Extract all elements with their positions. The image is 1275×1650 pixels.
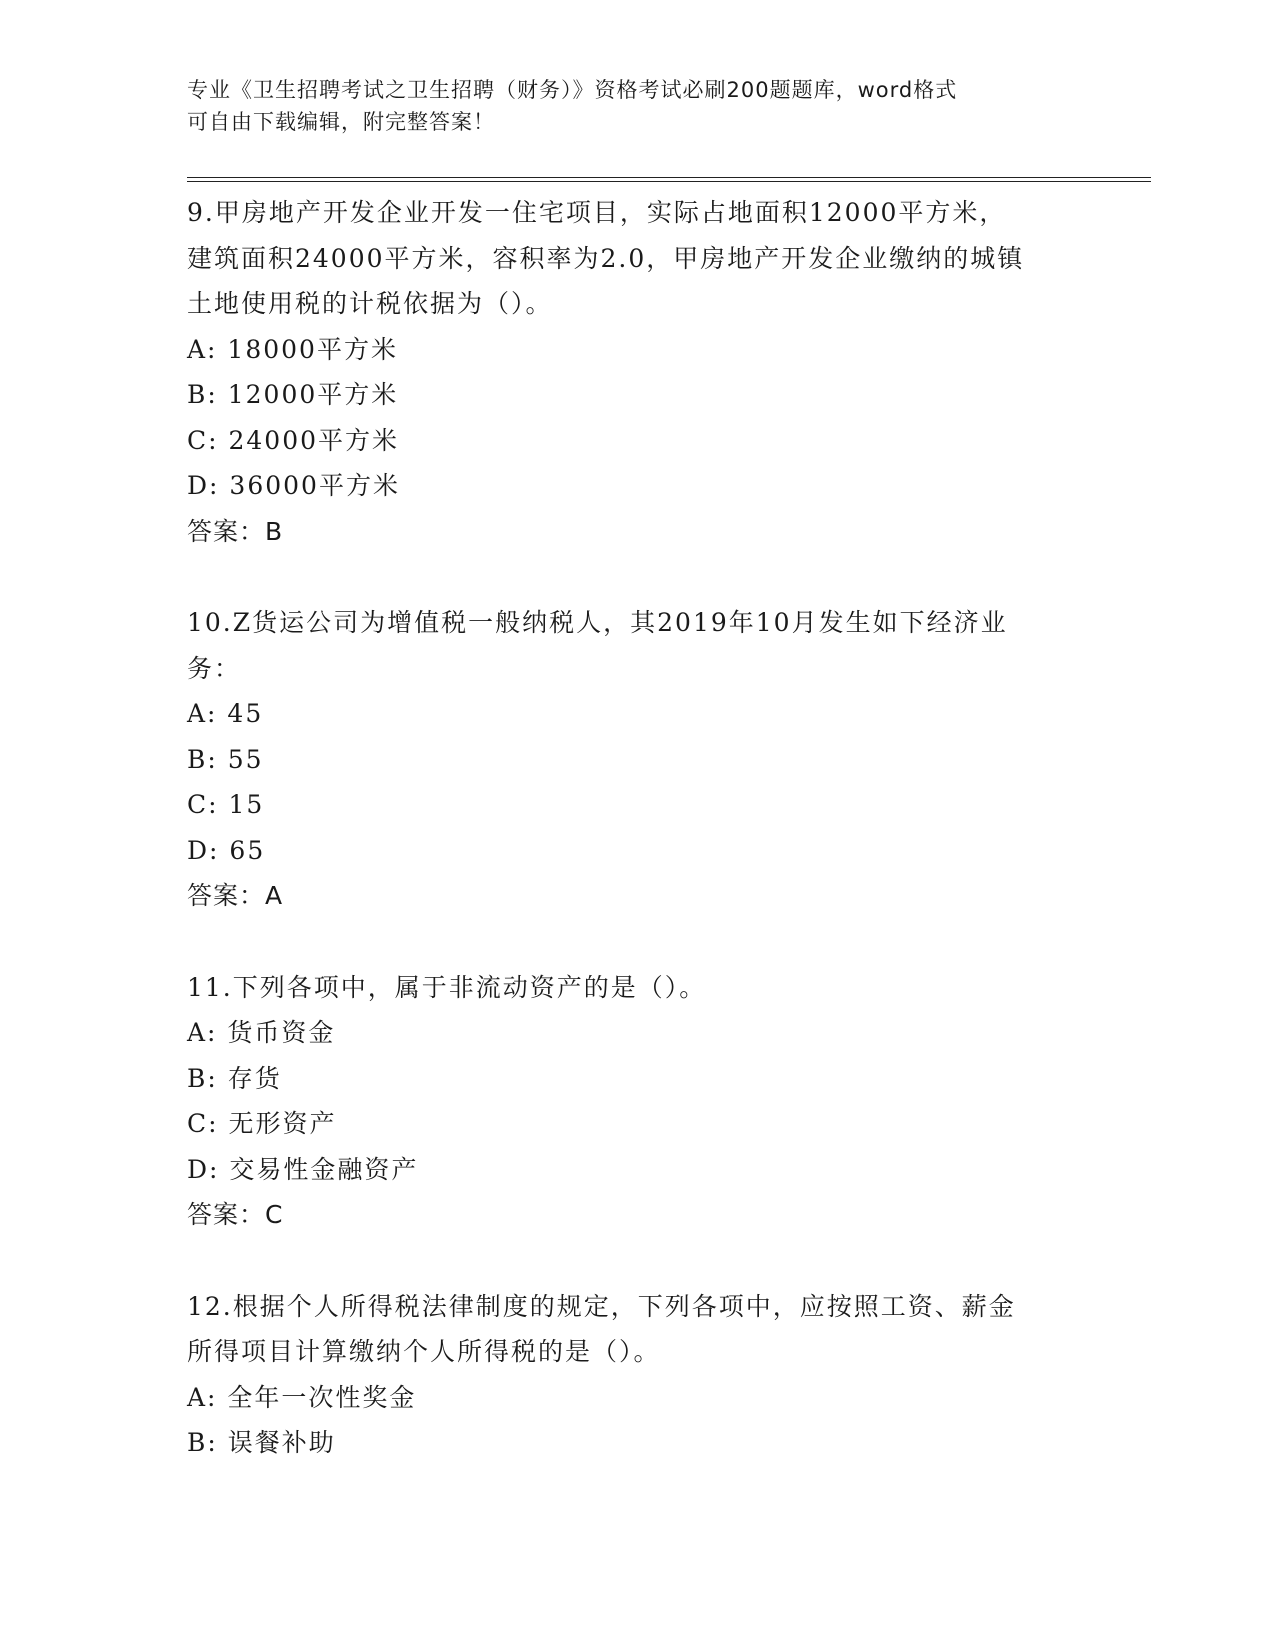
answer-label: 答案：B xyxy=(187,516,284,546)
option-b: B: 12000平方米 xyxy=(187,380,399,409)
option-b: B: 存货 xyxy=(187,1063,282,1093)
header-line: 可自由下载编辑，附完整答案！ xyxy=(187,110,495,134)
option-a: A: 45 xyxy=(187,699,264,728)
page-header xyxy=(187,74,1067,138)
option-c: C: 24000平方米 xyxy=(187,425,400,455)
header-line: 专业《卫生招聘考试之卫生招聘（财务）》资格考试必刷200题题库，word格式 xyxy=(187,78,958,102)
option-d: D: 36000平方米 xyxy=(187,471,400,500)
option-a: A: 货币资金 xyxy=(187,1018,336,1047)
question-text: 建筑面积24000平方米，容积率为2.0，甲房地产开发企业缴纳的城镇 xyxy=(187,243,1025,273)
option-d: D: 65 xyxy=(187,835,266,865)
option-a: A: 全年一次性奖金 xyxy=(187,1382,417,1412)
option-a: A: 18000平方米 xyxy=(187,334,398,364)
question-list xyxy=(187,190,1087,1466)
question-item xyxy=(187,190,1087,554)
header-divider xyxy=(187,177,1151,182)
answer-label: 答案：C xyxy=(187,1200,284,1229)
question-text: 土地使用税的计税依据为（）。 xyxy=(187,289,553,318)
option-b: B: 55 xyxy=(187,744,264,774)
question-text: 务： xyxy=(187,653,242,683)
question-item xyxy=(187,965,1087,1238)
question-text: 所得项目计算缴纳个人所得税的是（）。 xyxy=(187,1337,661,1366)
question-text: 12.根据个人所得税法律制度的规定，下列各项中，应按照工资、薪金 xyxy=(187,1291,1016,1321)
option-d: D: 交易性金融资产 xyxy=(187,1154,419,1184)
option-c: C: 15 xyxy=(187,790,265,819)
option-b: B: 误餐补助 xyxy=(187,1428,336,1457)
answer-label: 答案：A xyxy=(187,881,284,910)
question-item xyxy=(187,1284,1087,1466)
option-c: C: 无形资产 xyxy=(187,1109,337,1138)
question-item xyxy=(187,600,1087,919)
question-text: 9.甲房地产开发企业开发一住宅项目，实际占地面积12000平方米， xyxy=(187,198,1007,227)
question-text: 10.Z货运公司为增值税一般纳税人，其2019年10月发生如下经济业 xyxy=(187,608,1008,637)
question-text: 11.下列各项中，属于非流动资产的是（）。 xyxy=(187,972,707,1002)
